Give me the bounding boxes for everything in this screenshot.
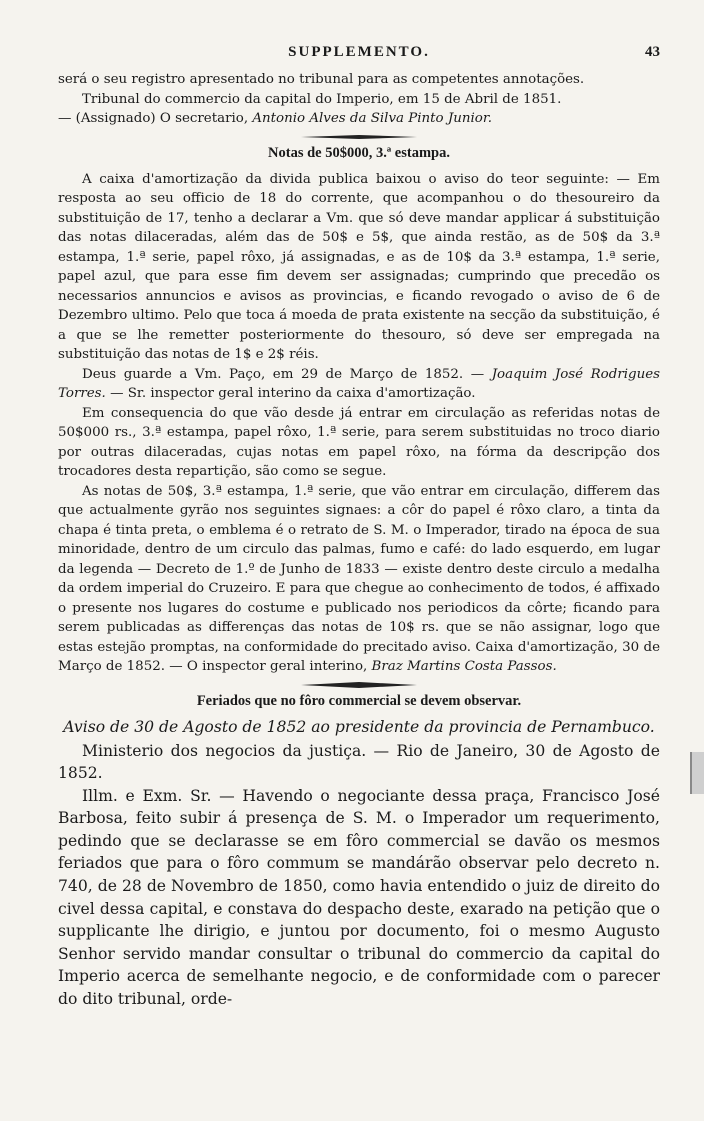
section2-aviso: Aviso de 30 de Agosto de 1852 ao presidente da provincia de Pernambuco. xyxy=(63,717,655,736)
section2-title: Feriados que no fôro commercial se devem observar. xyxy=(196,692,522,709)
intro-line: será o seu registro apresentado no tribunal para as competentes annotações. xyxy=(58,72,585,87)
section1-body xyxy=(58,170,660,677)
signature-label: — (Assignado) O secretario, xyxy=(58,111,249,126)
section2-paragraph-2: Illm. e Exm. Sr. — Havendo o negociante dessa praça, Francisco José Barbosa, feito subir á presença de S. M. o Imperador um requerimento, pedindo que se declarasse se em fôro commercial se davão os mesmos feriados que para o fôro commum se mandárão observar pelo decreto n. 740, de 28 de Novembro de 1850, como havia entendido o juiz de direito do civel dessa capital, e constava do despacho deste, exarado na petição que o supplicante lhe dirigio, e juntou por documento, foi o mesmo Augusto Senhor servido mandar consultar o tribunal do commercio da capital do Imperio acerca de semelhante negocio, e de conformidade com o parecer do dito tribunal, orde- xyxy=(58,786,660,1009)
page-number: 43 xyxy=(645,44,660,60)
section1-paragraph-1: A caixa d'amortização da divida publica baixou o aviso do teor seguinte: — Em resposta ao seu officio de 18 do corrente, que acompanhou o do thesoureiro da substituição de 17, tenho a declarar a Vm. que só deve mandar applicar á substituição das notas dilaceradas, além das de 50$ e 5$, que ainda restão, as de 50$ da 3.ª estampa, 1.ª serie, papel rôxo, já assignadas, e as de 10$ da 3.ª estampa, 1.ª serie, papel azul, que para esse fim devem ser assignadas; cumprindo que precedão os necessarios annuncios e avisos as provincias, e ficando revogado o aviso de 6 de Dezembro ultimo. Pelo que toca á moeda de prata existente na secção da substituição, é a que se lhe remetter posteriormente do thesouro, só deve ser empregada na substituição das notas de 1$ e 2$ réis. xyxy=(58,171,660,362)
divider-ornament-2 xyxy=(299,681,419,689)
intro-signature xyxy=(58,109,660,129)
closing-signature: Joaquim José Rodrigues Torres. xyxy=(58,366,660,401)
intro-place-date: Tribunal do commercio da capital do Imperio, em 15 de Abril de 1851. xyxy=(82,91,562,107)
divider-ornament-1 xyxy=(299,133,419,141)
section1-paragraph-2: Em consequencia do que vão desde já entrar em circulação as referidas notas de 50$000 rs., 3.ª estampa, papel rôxo, 1.ª serie, para serem substituidas no troco diario por outras dilaceradas, cujas notas em papel rôxo, na fórma da descripção dos trocadores desta repartição, são como se segue. xyxy=(58,405,660,479)
section1-title: Notas de 50$000, 3.ª estampa. xyxy=(268,144,450,161)
page-edge-mark xyxy=(690,752,704,794)
intro-block xyxy=(58,70,660,129)
section2-body xyxy=(58,740,660,1011)
section1-closing: Deus guarde a Vm. Paço, em 29 de Março de 1852. — Joaquim José Rodrigues Torres. — Sr. inspector geral interino da caixa d'amortização. xyxy=(58,366,660,401)
paragraph3-signature: Braz Martins Costa Passos. xyxy=(371,659,557,674)
page-header xyxy=(58,44,660,70)
running-title: SUPPLEMENTO. xyxy=(288,44,430,60)
section2-paragraph-1: Ministerio dos negocios da justiça. — Rio de Janeiro, 30 de Agosto de 1852. xyxy=(58,741,660,783)
section1-paragraph-3: As notas de 50$, 3.ª estampa, 1.ª serie, que vão entrar em circulação, differem das que actualmente gyrão nos seguintes signaes: a côr do papel é rôxo claro, a tinta da chapa é tinta preta, o emblema é o retrato de S. M. o Imperador, tirado na época de sua minoridade, dentro de um circulo das palmas, fumo e café: do lado esquerdo, em lugar da legenda — Decreto de 1.º de Junho de 1833 — existe dentro deste circulo a medalha da ordem imperial do Cruzeiro. E para que chegue ao conhecimento de todos, é affixado o presente nos lugares do costume e publicado nos periodicos da côrte; ficando para serem publicadas as differenças das notas de 10$ rs. que se não assignar, logo que estas estejão promptas, na conformidade do precitado aviso. Caixa d'amortização, 30 de Março de 1852. — O inspector geral interino, Braz Martins Costa Passos. xyxy=(58,483,660,674)
signature-name: Antonio Alves da Silva Pinto Junior. xyxy=(252,111,493,126)
